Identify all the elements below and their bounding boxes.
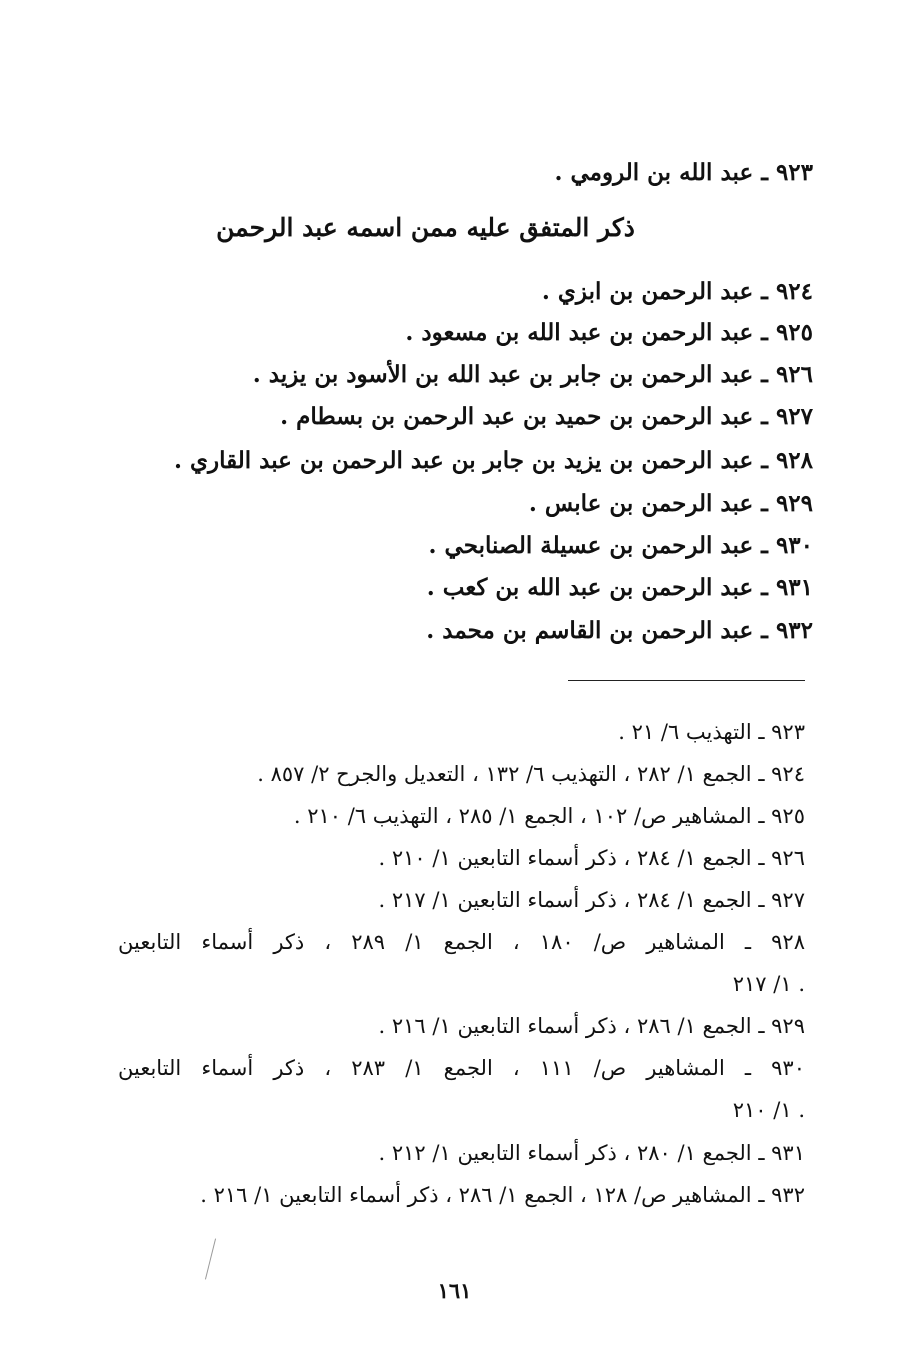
footnote-924: ٩٢٤ ـ الجمع ١/ ٢٨٢ ، التهذيب ٦/ ١٣٢ ، التعديل والجرح ٢/ ٨٥٧ . <box>257 762 805 786</box>
entry-927: ٩٢٧ ـ عبد الرحمن بن حميد بن عبد الرحمن بن بسطام . <box>280 403 813 430</box>
footnote-932: ٩٣٢ ـ المشاهير ص/ ١٢٨ ، الجمع ١/ ٢٨٦ ، ذكر أسماء التابعين ١/ ٢١٦ . <box>200 1183 805 1207</box>
footnote-923: ٩٢٣ ـ التهذيب ٦/ ٢١ . <box>618 720 805 744</box>
footnote-925: ٩٢٥ ـ المشاهير ص/ ١٠٢ ، الجمع ١/ ٢٨٥ ، التهذيب ٦/ ٢١٠ . <box>293 804 805 828</box>
entry-932: ٩٣٢ ـ عبد الرحمن بن القاسم بن محمد . <box>426 617 813 644</box>
section-heading: ذكر المتفق عليه ممن اسمه عبد الرحمن <box>216 213 635 242</box>
entry-928: ٩٢٨ ـ عبد الرحمن بن يزيد بن جابر بن عبد الرحمن بن عبد القاري . <box>173 447 813 474</box>
footnote-930-continued: ١/ ٢١٠ . <box>732 1098 805 1122</box>
footnote-930: ٩٣٠ ـ المشاهير ص/ ١١١ ، الجمع ١/ ٢٨٣ ، ذكر أسماء التابعين <box>118 1056 805 1080</box>
entry-930: ٩٣٠ ـ عبد الرحمن بن عسيلة الصنابحي . <box>428 532 813 559</box>
entry-923: ٩٢٣ ـ عبد الله بن الرومي . <box>554 159 813 186</box>
footnote-929: ٩٢٩ ـ الجمع ١/ ٢٨٦ ، ذكر أسماء التابعين ١/ ٢١٦ . <box>378 1014 805 1038</box>
entry-929: ٩٢٩ ـ عبد الرحمن بن عابس . <box>528 490 813 517</box>
entry-924: ٩٢٤ ـ عبد الرحمن بن ابزي . <box>541 278 813 305</box>
footnote-927: ٩٢٧ ـ الجمع ١/ ٢٨٤ ، ذكر أسماء التابعين ١/ ٢١٧ . <box>378 888 805 912</box>
footnote-928: ٩٢٨ ـ المشاهير ص/ ١٨٠ ، الجمع ١/ ٢٨٩ ، ذكر أسماء التابعين <box>118 930 805 954</box>
footnote-926: ٩٢٦ ـ الجمع ١/ ٢٨٤ ، ذكر أسماء التابعين ١/ ٢١٠ . <box>378 846 805 870</box>
footnote-separator <box>568 680 805 681</box>
page-number: ١٦١ <box>437 1278 472 1303</box>
entry-926: ٩٢٦ ـ عبد الرحمن بن جابر بن عبد الله بن الأسود بن يزيد . <box>252 361 813 388</box>
footnote-931: ٩٣١ ـ الجمع ١/ ٢٨٠ ، ذكر أسماء التابعين ١/ ٢١٢ . <box>378 1141 805 1165</box>
entry-931: ٩٣١ ـ عبد الرحمن بن عبد الله بن كعب . <box>426 574 813 601</box>
footnote-928-continued: ١/ ٢١٧ . <box>732 972 805 996</box>
entry-925: ٩٢٥ ـ عبد الرحمن بن عبد الله بن مسعود . <box>405 319 813 346</box>
scan-mark <box>205 1239 216 1280</box>
